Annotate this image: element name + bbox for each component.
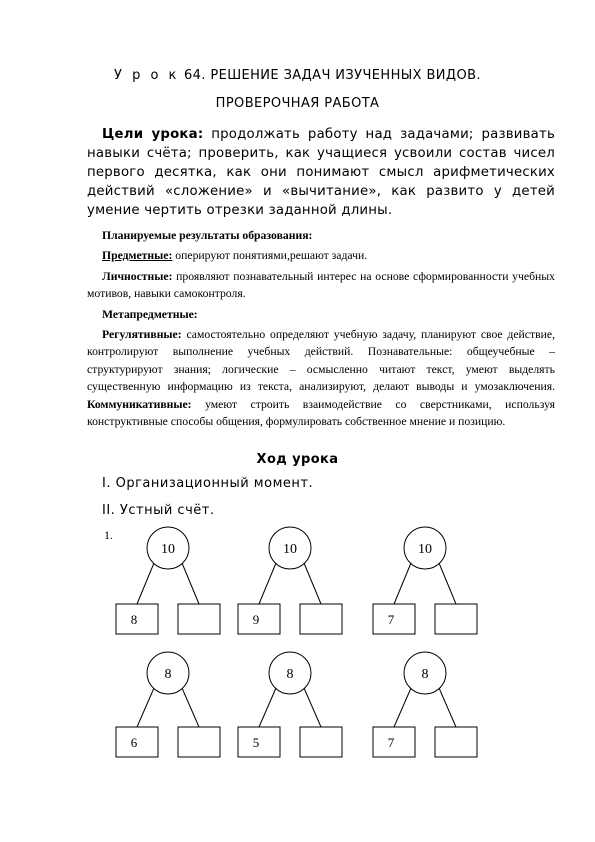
tree-branch-left <box>394 563 411 604</box>
regulatory-text: самостоятельно определяют учебную задачу, планируют свое действие, контролируют выполнение учебных действий. Познавательные: общеучебные – структурируют знания; логические – осмысленно читают текст, умеют выделять существенную информацию из текста, анализируют, делают выводы и умозаключения. <box>87 328 555 394</box>
tree-left-number: 7 <box>387 612 395 627</box>
tree-top-number: 10 <box>418 542 432 557</box>
tree-left-number: 6 <box>130 735 138 750</box>
subject-text: оперируют понятиями,решают задачи. <box>172 249 368 263</box>
tree-branch-right <box>182 688 199 727</box>
tree-branch-right <box>182 563 199 604</box>
tree-right-box <box>435 604 477 634</box>
tree-branch-right <box>439 563 456 604</box>
communicative-label: Коммуникативные: <box>87 397 192 411</box>
tree-left-number: 8 <box>130 612 138 627</box>
goals-text: продолжать работу над задачами; развивать навыки счёта; проверить, как учащиеся усвоили состав чисел первого десятка, как они понимают смысл арифметических действий «сложение» и «вычитание», как развито у детей умение чертить отрезки заданной длины. <box>87 127 555 218</box>
tree-branch-left <box>394 688 411 727</box>
tree-branch-right <box>304 688 321 727</box>
results-heading: Планируемые результаты образования: <box>102 229 313 242</box>
tree-top-number: 10 <box>283 542 297 557</box>
tree-right-box <box>178 727 220 757</box>
regulatory-label: Регулятивные: <box>102 328 182 342</box>
tree-right-box <box>178 604 220 634</box>
personal-text: проявляют познавательный интерес на основе сформированности учебных мотивов, навыки самоконтроля. <box>87 269 555 301</box>
tree-branch-left <box>259 688 276 727</box>
section-organizational: I. Организационный момент. <box>102 476 314 491</box>
lesson-title-text: 64. РЕШЕНИЕ ЗАДАЧ ИЗУЧЕННЫХ ВИДОВ. <box>179 68 481 83</box>
tree-top-number: 8 <box>286 667 294 682</box>
subject-label: Предметные: <box>102 249 173 263</box>
tree-left-number: 7 <box>387 735 395 750</box>
tree-top-number: 8 <box>421 667 429 682</box>
tree-branch-right <box>439 688 456 727</box>
section-oral-counting: II. Устный счёт. <box>102 503 215 518</box>
tree-right-box <box>300 727 342 757</box>
tree-left-number: 5 <box>252 735 260 750</box>
lesson-flow-heading: Ход урока <box>256 452 339 467</box>
communicative-text: умеют строить взаимодействие со сверстниками, используя конструктивные способы общения, формулировать собственное мнение и позицию. <box>87 397 555 429</box>
tree-branch-left <box>259 563 276 604</box>
tree-top-number: 10 <box>161 542 175 557</box>
tree-left-number: 9 <box>252 612 260 627</box>
tree-branch-left <box>137 688 154 727</box>
exercise-number: 1. <box>104 528 113 542</box>
tree-right-box <box>300 604 342 634</box>
tree-branch-right <box>304 563 321 604</box>
tree-top-number: 8 <box>164 667 172 682</box>
results-meta-label: Метапредметные: <box>102 307 198 321</box>
lesson-title-prefix: У р о к <box>114 68 180 83</box>
personal-label: Личностные: <box>102 269 173 283</box>
tree-right-box <box>435 727 477 757</box>
lesson-subtitle: ПРОВЕРОЧНАЯ РАБОТА <box>215 96 380 111</box>
tree-branch-left <box>137 563 154 604</box>
goals-label: Цели урока: <box>102 127 204 142</box>
